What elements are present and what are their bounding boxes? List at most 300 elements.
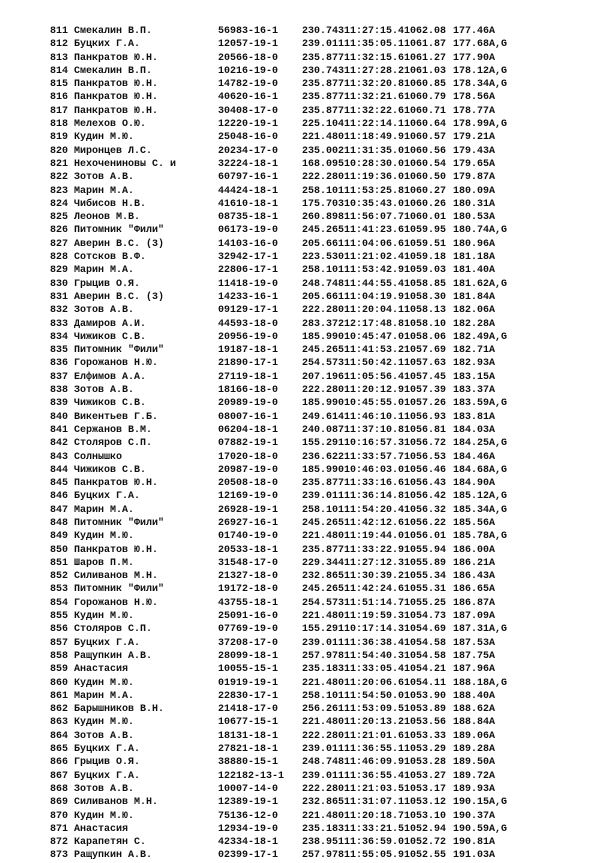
tag-cell: A,G: [489, 278, 508, 290]
place-cell: 844: [50, 464, 69, 476]
distance-cell: 168.095: [302, 158, 345, 170]
fancier-name-cell: Мелехов О.Ю.: [74, 119, 147, 131]
distance-cell: 232.865: [302, 797, 345, 809]
table-row: [50, 810, 590, 823]
percent-cell: 179.87: [453, 172, 490, 184]
speed-cell: 1060.71: [404, 105, 447, 117]
speed-cell: 1056.22: [404, 517, 447, 529]
table-row: [50, 38, 590, 51]
speed-cell: 1060.27: [404, 185, 447, 197]
ring-number-cell: 27119-18-1: [218, 371, 279, 383]
arrival-time-cell: 11:31:07.1: [344, 797, 405, 809]
arrival-time-cell: 11:36:38.4: [344, 637, 405, 649]
ring-number-cell: 25048-16-0: [218, 132, 279, 144]
table-row: [50, 371, 590, 384]
tag-cell: A,G: [489, 65, 508, 77]
table-row: [50, 464, 590, 477]
speed-cell: 1053.10: [404, 810, 447, 822]
tag-cell: A: [489, 451, 496, 463]
table-row: [50, 677, 590, 690]
fancier-name-cell: Грыцив О.Я.: [74, 757, 141, 769]
distance-cell: 232.865: [302, 571, 345, 583]
speed-cell: 1060.56: [404, 145, 447, 157]
percent-cell: 183.81: [453, 411, 490, 423]
speed-cell: 1060.54: [404, 158, 447, 170]
fancier-name-cell: Ращупкин А.В.: [74, 650, 153, 662]
place-cell: 865: [50, 744, 69, 756]
distance-cell: 221.480: [302, 531, 345, 543]
table-row: [50, 318, 590, 331]
percent-cell: 184.90: [453, 478, 490, 490]
table-row: [50, 304, 590, 317]
distance-cell: 248.748: [302, 757, 345, 769]
arrival-time-cell: 11:22:14.1: [344, 119, 405, 131]
place-cell: 836: [50, 358, 69, 370]
percent-cell: 187.31: [453, 624, 490, 636]
distance-cell: 185.990: [302, 464, 345, 476]
fancier-name-cell: Дамиров А.И.: [74, 318, 147, 330]
distance-cell: 222.280: [302, 783, 345, 795]
distance-cell: 175.703: [302, 198, 345, 210]
table-row: [50, 105, 590, 118]
ring-number-cell: 56983-16-1: [218, 26, 279, 37]
speed-cell: 1056.53: [404, 451, 447, 463]
ring-number-cell: 11418-19-0: [218, 278, 279, 290]
percent-cell: 189.72: [453, 770, 490, 782]
percent-cell: 177.90: [453, 52, 490, 64]
arrival-time-cell: 11:33:57.7: [344, 451, 405, 463]
table-row: [50, 623, 590, 636]
fancier-name-cell: Кудин М.Ю.: [74, 611, 135, 623]
ring-number-cell: 27821-18-1: [218, 744, 279, 756]
tag-cell: A: [489, 597, 496, 609]
tag-cell: A: [489, 318, 496, 330]
tag-cell: A: [489, 238, 496, 250]
ring-number-cell: 12220-19-1: [218, 119, 279, 131]
fancier-name-cell: Барышников В.Н.: [74, 704, 165, 716]
arrival-time-cell: 11:30:39.2: [344, 571, 405, 583]
speed-cell: 1054.69: [404, 624, 447, 636]
distance-cell: 245.265: [302, 517, 345, 529]
place-cell: 859: [50, 664, 69, 676]
fancier-name-cell: Елфимов А.А.: [74, 371, 147, 383]
speed-cell: 1053.27: [404, 770, 447, 782]
place-cell: 847: [50, 504, 69, 516]
table-row: [50, 517, 590, 530]
tag-cell: A: [489, 198, 496, 210]
percent-cell: 181.84: [453, 291, 490, 303]
table-row: [50, 849, 590, 862]
place-cell: 852: [50, 571, 69, 583]
percent-cell: 182.71: [453, 345, 490, 357]
place-cell: 841: [50, 424, 69, 436]
ring-number-cell: 31548-17-0: [218, 557, 279, 569]
tag-cell: A,G: [489, 225, 508, 237]
table-row: [50, 331, 590, 344]
table-row: [50, 451, 590, 464]
tag-cell: A: [489, 358, 496, 370]
percent-cell: 184.25: [453, 438, 490, 450]
percent-cell: 188.40: [453, 690, 490, 702]
speed-cell: 1054.58: [404, 637, 447, 649]
table-row: [50, 544, 590, 557]
distance-cell: 236.622: [302, 451, 345, 463]
place-cell: 846: [50, 491, 69, 503]
distance-cell: 235.877: [302, 79, 345, 91]
speed-cell: 1053.12: [404, 797, 447, 809]
arrival-time-cell: 11:54:50.0: [344, 690, 405, 702]
arrival-time-cell: 11:32:22.6: [344, 105, 405, 117]
table-row: [50, 823, 590, 836]
tag-cell: A: [489, 265, 496, 277]
percent-cell: 185.78: [453, 531, 490, 543]
table-row: [50, 610, 590, 623]
table-row: [50, 397, 590, 410]
place-cell: 822: [50, 172, 69, 184]
speed-cell: 1062.08: [404, 26, 447, 37]
table-row: [50, 690, 590, 703]
table-row: [50, 530, 590, 543]
speed-cell: 1053.29: [404, 744, 447, 756]
place-cell: 827: [50, 238, 69, 250]
fancier-name-cell: Чибисов Н.В.: [74, 198, 147, 210]
ring-number-cell: 38880-15-1: [218, 757, 279, 769]
table-row: [50, 251, 590, 264]
fancier-name-cell: Кудин М.Ю.: [74, 132, 135, 144]
place-cell: 820: [50, 145, 69, 157]
tag-cell: A: [489, 704, 496, 716]
tag-cell: A: [489, 424, 496, 436]
fancier-name-cell: Питомник "Фили": [74, 225, 165, 237]
speed-cell: 1056.32: [404, 504, 447, 516]
arrival-time-cell: 11:27:15.4: [344, 26, 405, 37]
arrival-time-cell: 11:42:12.6: [344, 517, 405, 529]
distance-cell: 230.743: [302, 65, 345, 77]
ring-number-cell: 10055-15-1: [218, 664, 279, 676]
table-row: [50, 796, 590, 809]
place-cell: 863: [50, 717, 69, 729]
ring-number-cell: 02399-17-1: [218, 850, 279, 862]
arrival-time-cell: 11:32:21.6: [344, 92, 405, 104]
tag-cell: A: [489, 783, 496, 795]
fancier-name-cell: Чижиков С.В.: [74, 464, 147, 476]
arrival-time-cell: 11:20:04.1: [344, 305, 405, 317]
arrival-time-cell: 11:18:49.9: [344, 132, 405, 144]
percent-cell: 189.28: [453, 744, 490, 756]
table-row: [50, 743, 590, 756]
place-cell: 850: [50, 544, 69, 556]
arrival-time-cell: 11:46:09.9: [344, 757, 405, 769]
fancier-name-cell: Кудин М.Ю.: [74, 717, 135, 729]
distance-cell: 249.614: [302, 411, 345, 423]
table-row: [50, 91, 590, 104]
speed-cell: 1058.85: [404, 278, 447, 290]
fancier-name-cell: Панкратов Ю.Н.: [74, 79, 159, 91]
distance-cell: 283.372: [302, 318, 345, 330]
percent-cell: 190.15: [453, 797, 490, 809]
percent-cell: 185.12: [453, 491, 490, 503]
fancier-name-cell: Сержанов В.М.: [74, 424, 153, 436]
ring-number-cell: 21418-17-0: [218, 704, 279, 716]
fancier-name-cell: Горожанов Н.Ю.: [74, 597, 159, 609]
table-row: [50, 437, 590, 450]
place-cell: 860: [50, 677, 69, 689]
arrival-time-cell: 11:33:22.9: [344, 544, 405, 556]
arrival-time-cell: 11:19:59.3: [344, 611, 405, 623]
percent-cell: 186.87: [453, 597, 490, 609]
ring-number-cell: 09129-17-1: [218, 305, 279, 317]
distance-cell: 207.196: [302, 371, 345, 383]
tag-cell: A: [489, 291, 496, 303]
speed-cell: 1056.46: [404, 464, 447, 476]
fancier-name-cell: Шаров П.М.: [74, 557, 135, 569]
distance-cell: 223.530: [302, 252, 345, 264]
table-row: [50, 264, 590, 277]
place-cell: 835: [50, 345, 69, 357]
fancier-name-cell: Панкратов Ю.Н.: [74, 52, 159, 64]
arrival-time-cell: 11:54:40.3: [344, 650, 405, 662]
place-cell: 821: [50, 158, 69, 170]
speed-cell: 1055.34: [404, 571, 447, 583]
tag-cell: A: [489, 132, 496, 144]
ring-number-cell: 42334-18-1: [218, 837, 279, 849]
tag-cell: A: [489, 544, 496, 556]
speed-cell: 1060.50: [404, 172, 447, 184]
fancier-name-cell: Нехочениновы С. и: [74, 158, 177, 170]
fancier-name-cell: Анастасия: [74, 823, 129, 835]
percent-cell: 184.03: [453, 424, 490, 436]
place-cell: 837: [50, 371, 69, 383]
place-cell: 814: [50, 65, 69, 77]
table-row: [50, 490, 590, 503]
percent-cell: 187.09: [453, 611, 490, 623]
distance-cell: 248.748: [302, 278, 345, 290]
ring-number-cell: 10677-15-1: [218, 717, 279, 729]
percent-cell: 190.59: [453, 823, 490, 835]
speed-cell: 1056.93: [404, 411, 447, 423]
table-row: [50, 145, 590, 158]
speed-cell: 1060.85: [404, 79, 447, 91]
tag-cell: A: [489, 371, 496, 383]
place-cell: 839: [50, 398, 69, 410]
ring-number-cell: 17020-18-0: [218, 451, 279, 463]
arrival-time-cell: 11:05:56.4: [344, 371, 405, 383]
table-row: [50, 384, 590, 397]
place-cell: 853: [50, 584, 69, 596]
place-cell: 831: [50, 291, 69, 303]
table-row: [50, 78, 590, 91]
fancier-name-cell: Столяров С.П.: [74, 438, 153, 450]
ring-number-cell: 19172-18-0: [218, 584, 279, 596]
fancier-name-cell: Марин М.А.: [74, 690, 135, 702]
ring-number-cell: 12057-19-1: [218, 39, 279, 51]
speed-cell: 1054.58: [404, 650, 447, 662]
speed-cell: 1056.81: [404, 424, 447, 436]
percent-cell: 178.77: [453, 105, 490, 117]
percent-cell: 188.18: [453, 677, 490, 689]
tag-cell: A: [489, 730, 496, 742]
fancier-name-cell: Смекалин В.П.: [74, 65, 153, 77]
speed-cell: 1057.63: [404, 358, 447, 370]
distance-cell: 245.265: [302, 345, 345, 357]
fancier-name-cell: Миронцев Л.С.: [74, 145, 153, 157]
place-cell: 873: [50, 850, 69, 862]
percent-cell: 186.21: [453, 557, 490, 569]
place-cell: 834: [50, 331, 69, 343]
tag-cell: A,G: [489, 797, 508, 809]
percent-cell: 178.34: [453, 79, 490, 91]
speed-cell: 1061.03: [404, 65, 447, 77]
percent-cell: 180.74: [453, 225, 490, 237]
distance-cell: 258.101: [302, 690, 345, 702]
arrival-time-cell: 11:41:23.6: [344, 225, 405, 237]
ring-number-cell: 20566-18-0: [218, 52, 279, 64]
percent-cell: 188.84: [453, 717, 490, 729]
speed-cell: 1057.39: [404, 385, 447, 397]
ring-number-cell: 43755-18-1: [218, 597, 279, 609]
table-row: [50, 118, 590, 131]
tag-cell: A,G: [489, 823, 508, 835]
fancier-name-cell: Питомник "Фили": [74, 517, 165, 529]
percent-cell: 191.03: [453, 850, 490, 862]
distance-cell: 221.480: [302, 677, 345, 689]
fancier-name-cell: Марин М.А.: [74, 185, 135, 197]
place-cell: 843: [50, 451, 69, 463]
tag-cell: A,G: [489, 398, 508, 410]
speed-cell: 1055.25: [404, 597, 447, 609]
percent-cell: 179.65: [453, 158, 490, 170]
arrival-time-cell: 11:36:59.0: [344, 837, 405, 849]
percent-cell: 180.53: [453, 212, 490, 224]
speed-cell: 1058.13: [404, 305, 447, 317]
fancier-name-cell: Панкратов Ю.Н.: [74, 478, 159, 490]
distance-cell: 235.002: [302, 145, 345, 157]
speed-cell: 1058.30: [404, 291, 447, 303]
ring-number-cell: 30408-17-0: [218, 105, 279, 117]
ring-number-cell: 08735-18-1: [218, 212, 279, 224]
percent-cell: 182.28: [453, 318, 490, 330]
ring-number-cell: 14103-16-0: [218, 238, 279, 250]
tag-cell: A: [489, 411, 496, 423]
distance-cell: 258.101: [302, 504, 345, 516]
fancier-name-cell: Сотсков В.Ф.: [74, 252, 147, 264]
tag-cell: A,G: [489, 504, 508, 516]
table-row: [50, 650, 590, 663]
speed-cell: 1059.18: [404, 252, 447, 264]
table-row: [50, 238, 590, 251]
percent-cell: 178.99: [453, 119, 490, 131]
percent-cell: 182.49: [453, 331, 490, 343]
speed-cell: 1056.72: [404, 438, 447, 450]
arrival-time-cell: 10:46:03.0: [344, 464, 405, 476]
fancier-name-cell: Буцких Г.А.: [74, 770, 141, 782]
fancier-name-cell: Смекалин В.П.: [74, 26, 153, 37]
table-row: [50, 411, 590, 424]
speed-cell: 1056.42: [404, 491, 447, 503]
ring-number-cell: 26928-19-1: [218, 504, 279, 516]
arrival-time-cell: 11:53:25.8: [344, 185, 405, 197]
tag-cell: A,G: [489, 438, 508, 450]
tag-cell: A,G: [489, 624, 508, 636]
place-cell: 815: [50, 79, 69, 91]
speed-cell: 1059.03: [404, 265, 447, 277]
ring-number-cell: 06204-18-1: [218, 424, 279, 436]
distance-cell: 222.280: [302, 385, 345, 397]
arrival-time-cell: 11:04:06.6: [344, 238, 405, 250]
distance-cell: 239.011: [302, 491, 345, 503]
percent-cell: 183.15: [453, 371, 490, 383]
place-cell: 870: [50, 810, 69, 822]
table-row: [50, 131, 590, 144]
distance-cell: 235.183: [302, 823, 345, 835]
tag-cell: A: [489, 584, 496, 596]
place-cell: 817: [50, 105, 69, 117]
place-cell: 830: [50, 278, 69, 290]
ring-number-cell: 08007-16-1: [218, 411, 279, 423]
fancier-name-cell: Горожанов Н.Ю.: [74, 358, 159, 370]
speed-cell: 1053.28: [404, 757, 447, 769]
distance-cell: 235.183: [302, 664, 345, 676]
ring-number-cell: 20956-19-0: [218, 331, 279, 343]
tag-cell: A: [489, 770, 496, 782]
speed-cell: 1053.56: [404, 717, 447, 729]
percent-cell: 183.59: [453, 398, 490, 410]
distance-cell: 258.101: [302, 265, 345, 277]
place-cell: 842: [50, 438, 69, 450]
speed-cell: 1052.72: [404, 837, 447, 849]
table-row: [50, 570, 590, 583]
speed-cell: 1056.01: [404, 531, 447, 543]
ring-number-cell: 10007-14-0: [218, 783, 279, 795]
ring-number-cell: 41610-18-1: [218, 198, 279, 210]
ring-number-cell: 18166-18-0: [218, 385, 279, 397]
speed-cell: 1057.26: [404, 398, 447, 410]
ring-number-cell: 07769-19-0: [218, 624, 279, 636]
ring-number-cell: 60797-16-1: [218, 172, 279, 184]
arrival-time-cell: 11:53:42.9: [344, 265, 405, 277]
speed-cell: 1060.79: [404, 92, 447, 104]
tag-cell: A: [489, 92, 496, 104]
tag-cell: A: [489, 26, 496, 37]
distance-cell: 205.661: [302, 291, 345, 303]
speed-cell: 1060.57: [404, 132, 447, 144]
ring-number-cell: 14782-19-0: [218, 79, 279, 91]
place-cell: 813: [50, 52, 69, 64]
arrival-time-cell: 11:41:53.2: [344, 345, 405, 357]
percent-cell: 181.62: [453, 278, 490, 290]
fancier-name-cell: Буцких Г.А.: [74, 637, 141, 649]
table-row: [50, 663, 590, 676]
table-row: [50, 278, 590, 291]
speed-cell: 1054.21: [404, 664, 447, 676]
arrival-time-cell: 10:45:47.0: [344, 331, 405, 343]
place-cell: 845: [50, 478, 69, 490]
place-cell: 851: [50, 557, 69, 569]
distance-cell: 221.480: [302, 611, 345, 623]
fancier-name-cell: Кудин М.Ю.: [74, 810, 135, 822]
speed-cell: 1053.89: [404, 704, 447, 716]
ring-number-cell: 44424-18-1: [218, 185, 279, 197]
ring-number-cell: 14233-16-1: [218, 291, 279, 303]
table-row: [50, 703, 590, 716]
ring-number-cell: 21327-18-0: [218, 571, 279, 583]
fancier-name-cell: Силиванов М.Н.: [74, 797, 159, 809]
table-row: [50, 25, 590, 38]
fancier-name-cell: Панкратов Ю.Н.: [74, 544, 159, 556]
distance-cell: 222.280: [302, 305, 345, 317]
ring-number-cell: 32942-17-1: [218, 252, 279, 264]
place-cell: 811: [50, 26, 69, 37]
